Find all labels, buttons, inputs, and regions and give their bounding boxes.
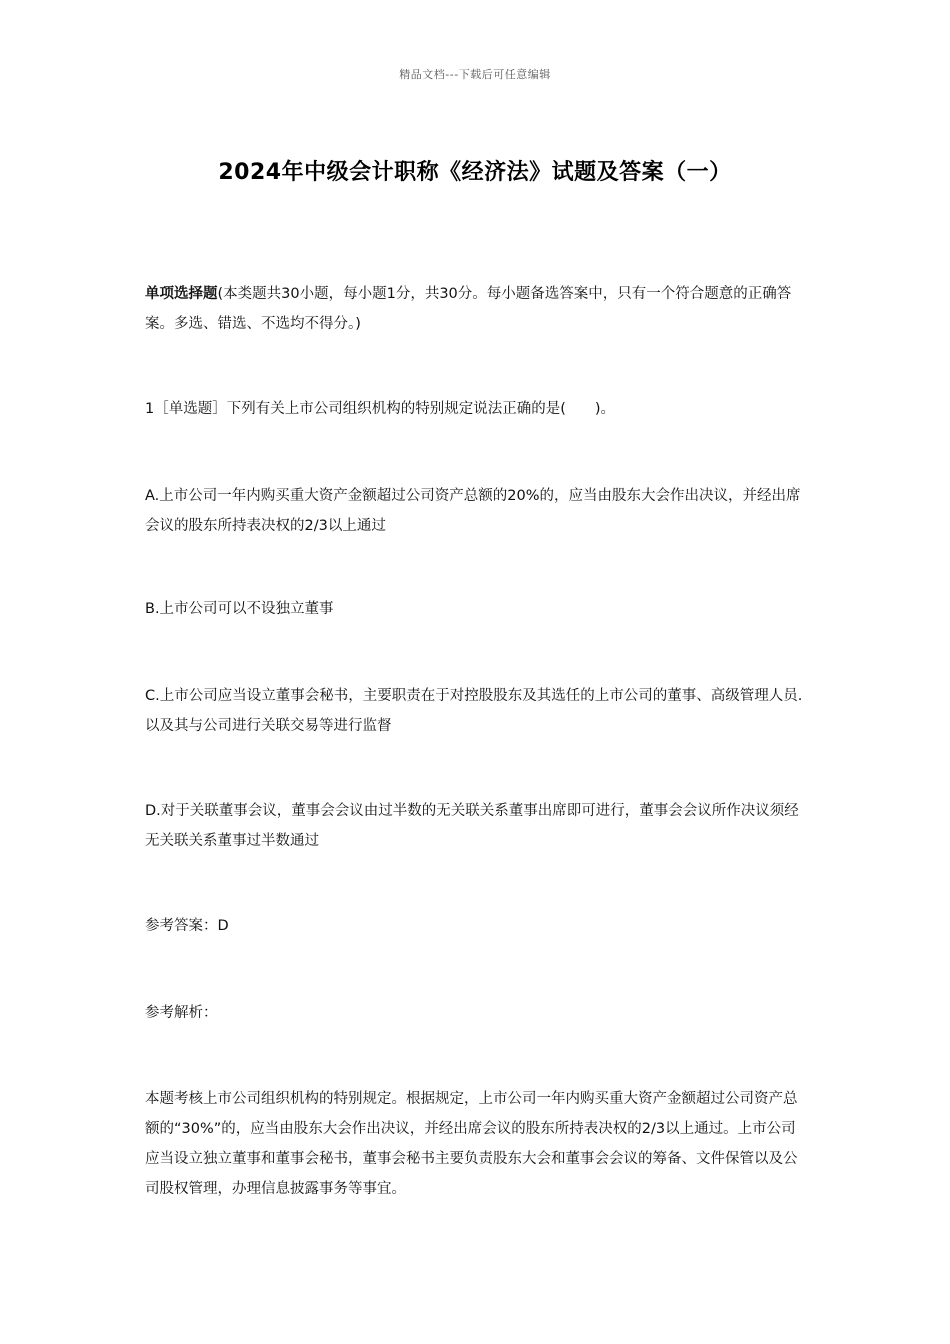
document-title: 2024年中级会计职称《经济法》试题及答案（一）: [218, 160, 732, 185]
section-intro: [145, 279, 810, 339]
analysis-text: 本题考核上市公司组织机构的特别规定。根据规定，上市公司一年内购买重大资产金额超过公司资产总额的“30%”的，应当由股东大会作出决议，并经出席会议的股东所持表决权的2/3以上通过。上市公司应当设立独立董事和董事会秘书，董事会秘书主要负责股东大会和董事会会议的筹备、文件保管以及公司股权管理，办理信息披露事务等事宜。: [145, 1091, 798, 1197]
option-b: B.上市公司可以不设独立董事: [145, 601, 334, 617]
option-a: A.上市公司一年内购买重大资产金额超过公司资产总额的20%的，应当由股东大会作出决议，并经出席会议的股东所持表决权的2/3以上通过: [145, 488, 801, 534]
option-d: D.对于关联董事会议，董事会会议由过半数的无关联关系董事出席即可进行，董事会会议所作决议须经无关联关系董事过半数通过: [145, 803, 799, 849]
question-stem: 1［单选题］下列有关上市公司组织机构的特别规定说法正确的是( )。: [145, 401, 616, 417]
section-label: 单项选择题: [145, 286, 218, 302]
option-c: C.上市公司应当设立董事会秘书，主要职责在于对控股股东及其选任的上市公司的董事、高级管理人员.以及其与公司进行关联交易等进行监督: [145, 688, 803, 734]
reference-answer: 参考答案：D: [145, 918, 229, 934]
section-description: (本类题共30小题，每小题1分，共30分。每小题备选答案中，只有一个符合题意的正确答案。多选、错选、不选均不得分。): [145, 286, 792, 332]
header-note: 精品文档---下载后可任意编辑: [399, 68, 551, 81]
analysis-label: 参考解析：: [145, 1005, 218, 1021]
